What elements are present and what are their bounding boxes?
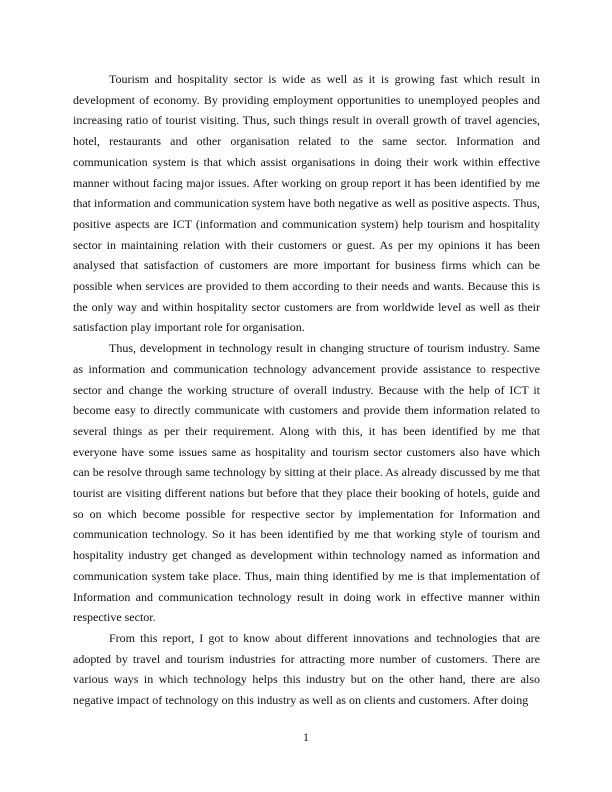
paragraph-1: Tourism and hospitality sector is wide as well as it is growing fast which result in development of economy. By providing employment opportunities to unemployed peoples and increasing ratio of tourist visiting. Thus, such things result in overall growth of travel agencies, hotel, restaurants and other organisation related to the same sector. Information and communication system is that which assist organisations in doing their work within effective manner without facing major issues. After working on group report it has been identified by me that information and communication system have both negative as well as positive aspects. Thus, positive aspects are ICT (information and communication system) help tourism and hospitality sector in maintaining relation with their customers or guest. As per my opinions it has been analysed that satisfaction of customers are more important for business firms which can be possible when services are provided to them according to their needs and wants. Because this is the only way and within hospitality sector customers are from worldwide level as well as their satisfaction play important role for organisation. (73, 72, 540, 335)
paragraph-2: Thus, development in technology result in changing structure of tourism industry. Same as information and communication technology advancement provide assistance to respective sector and change the working structure of overall industry. Because with the help of ICT it become easy to directly communicate with customers and provide them information related to several things as per their requirement. Along with this, it has been identified by me that everyone have some issues same as hospitality and tourism sector customers also have which can be resolve through same technology by sitting at their place. As already discussed by me that tourist are visiting different nations but before that they place their booking of hotels, guide and so on which become possible for respective sector by implementation for Information and communication technology. So it has been identified by me that working style of tourism and hospitality industry get changed as development within technology named as information and communication system take place. Thus, main thing identified by me is that implementation of Information and communication technology result in doing work in effective manner within respective sector. (73, 341, 540, 625)
paragraph-3: From this report, I got to know about different innovations and technologies that are adopted by travel and tourism industries for attracting more number of customers. There are various ways in which technology helps this industry but on the other hand, there are also negative impact of technology on this industry as well as on clients and customers. After doing (73, 630, 540, 708)
page-number: 1 (303, 730, 309, 744)
body-text (73, 69, 540, 711)
